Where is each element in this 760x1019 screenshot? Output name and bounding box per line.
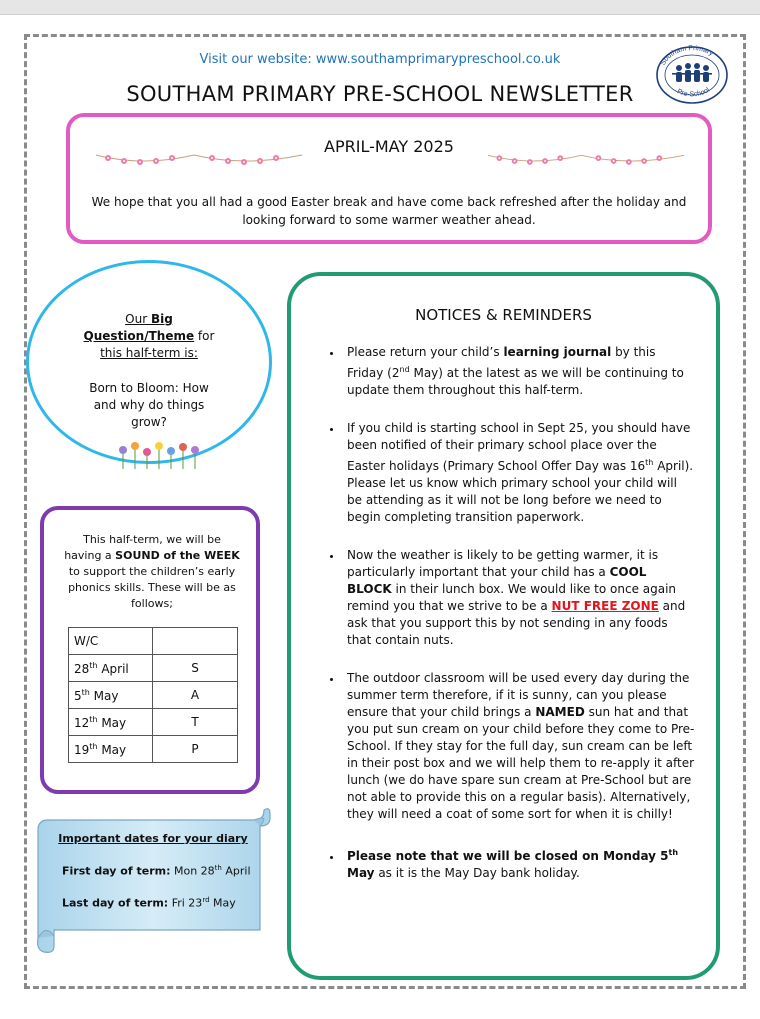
notice-outdoor-classroom: • The outdoor classroom will be used every day during the summer term therefore, if it is sunny, can you please ensure that your child brings a NAMED sun hat and that you put sun cream on your child before they come to Pre-School. If they stay for the full day, sun cream can be left in their post box and we will help them to re-apply it after lunch (we do have spare sun cream at Pre-School but are not able to provide this on a regular basis). Alternatively, they will need a coat of some sort for when it is chilly! <box>343 670 695 823</box>
big-question-answer: Born to Bloom: How and why do things grow? <box>89 381 209 429</box>
month-banner <box>66 113 712 244</box>
first-day-of-term: First day of term: Mon 28th April <box>62 864 251 878</box>
sound-of-week-intro <box>64 532 240 612</box>
newsletter-title: SOUTHAM PRIMARY PRE-SCHOOL NEWSLETTER <box>126 82 634 106</box>
important-dates-heading: Important dates for your diary <box>58 832 248 845</box>
notice-cool-block: • Now the weather is likely to be getting warmer, it is particularly important that your child has a COOL BLOCK in their lunch box. We would like to once again remind you that we strive to be a NUT FREE ZONE and ask that you support this by not sending in any foods that contain nuts. <box>343 547 695 649</box>
sound-of-week-table <box>68 627 238 763</box>
week-sound: T <box>153 709 238 736</box>
preschool-logo <box>654 44 730 106</box>
svg-text:Pre-School <box>676 86 711 98</box>
notices-title: NOTICES & REMINDERS <box>415 306 592 324</box>
notices-list <box>343 344 695 903</box>
week-commencing: 12th May <box>69 709 153 736</box>
flower-bunting-right <box>486 147 686 175</box>
big-question-question: Question/Theme <box>83 329 195 343</box>
big-question-for: for <box>194 329 215 343</box>
last-day-value: Fri 23 <box>168 896 203 910</box>
week-commencing: 28th April <box>69 655 153 682</box>
month-banner-title: APRIL-MAY 2025 <box>324 137 454 156</box>
first-day-label: First day of term: <box>62 864 171 878</box>
big-question-our: Our <box>125 312 151 326</box>
big-question-big: Big <box>150 312 173 326</box>
flowers-illustration <box>113 441 209 469</box>
top-bar <box>0 0 760 15</box>
website-link[interactable]: Visit our website: www.southamprimarypreschool.co.uk <box>199 52 561 67</box>
last-day-label: Last day of term: <box>62 896 169 910</box>
table-header-row <box>69 628 238 655</box>
scroll-shape <box>34 806 272 954</box>
sound-intro-2: to support the children’s early phonics skills. These will be as follows; <box>68 565 236 610</box>
week-sound: S <box>153 655 238 682</box>
sound-intro-1: This half-term, we will be having a <box>64 533 221 562</box>
table-header-sound <box>153 628 238 655</box>
week-sound: P <box>153 736 238 763</box>
table-row <box>69 655 238 682</box>
notice-closure: • Please note that we will be closed on Monday 5th May as it is the May Day bank holiday. <box>343 844 695 882</box>
important-dates-scroll <box>34 806 272 954</box>
first-day-value: Mon 28 <box>170 864 215 878</box>
big-question-circle <box>26 260 272 464</box>
sound-intro-bold: SOUND of the WEEK <box>115 549 240 562</box>
last-day-of-term: Last day of term: Fri 23rd May <box>62 896 236 910</box>
week-sound: A <box>153 682 238 709</box>
notices-panel <box>287 272 720 980</box>
notice-learning-journal: • Please return your child’s learning journal by this Friday (2nd May) at the latest as we will be continuing to update them throughout this half-term. <box>343 344 695 399</box>
notice-primary-school: • If you child is starting school in Sept 25, you should have been notified of their primary school place over the Easter holidays (Primary School Offer Day was 16th April). Please let us know which primary school your child will be attending as it will not be long before we need to begin completing transition paperwork. <box>343 420 695 526</box>
logo-top-text: Southam Primary <box>659 44 715 67</box>
sound-of-week-panel <box>40 506 260 794</box>
week-commencing: 19th May <box>69 736 153 763</box>
table-row <box>69 682 238 709</box>
big-question-text <box>81 311 217 431</box>
banner-message: We hope that you all had a good Easter break and have come back refreshed after the holiday and looking forward to some warmer weather ahead. <box>91 195 687 227</box>
week-commencing: 5th May <box>69 682 153 709</box>
table-row <box>69 736 238 763</box>
big-question-half-term: this half-term is: <box>100 346 198 360</box>
nut-free-zone-text: NUT FREE ZONE <box>551 599 659 613</box>
table-header-wc: W/C <box>69 628 153 655</box>
logo-bottom-text: Pre-School <box>675 86 712 99</box>
table-row <box>69 709 238 736</box>
